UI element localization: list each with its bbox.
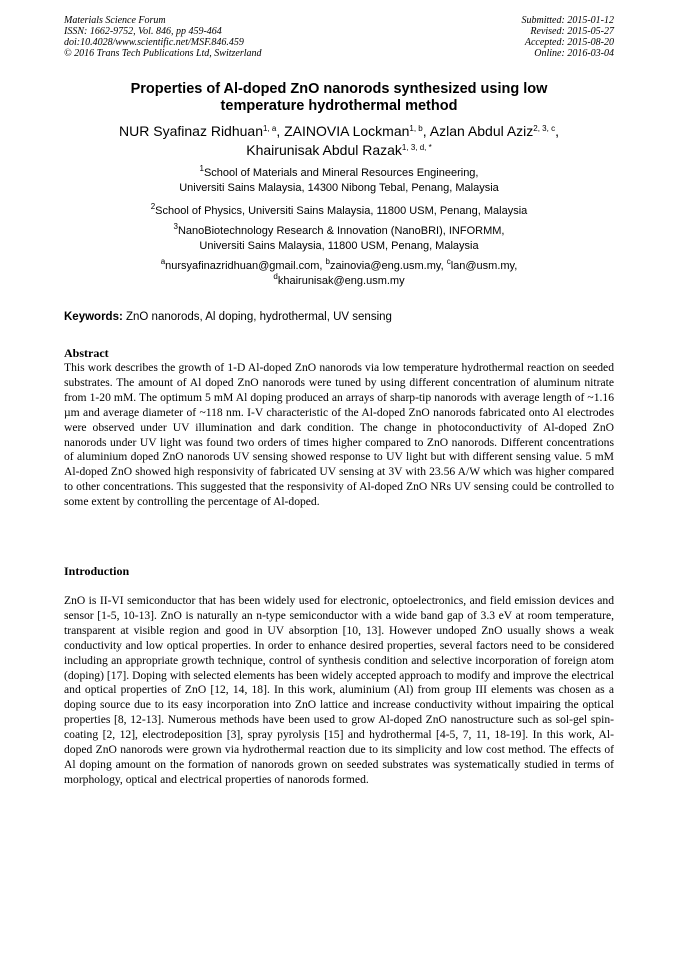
author-list <box>64 122 614 160</box>
email-line-1 <box>64 259 614 274</box>
submitted-date: Submitted: 2015-01-12 <box>521 15 614 26</box>
affiliation-text: Universiti Sains Malaysia, 14300 Nibong Tebal, Penang, Malaysia <box>179 182 499 194</box>
author-separator: , <box>422 123 430 139</box>
author-name: ZAINOVIA Lockman <box>284 123 410 139</box>
online-date: Online: 2016-03-04 <box>534 48 614 59</box>
affiliation-text: NanoBiotechnology Research & Innovation (NanoBRI), INFORMM, <box>177 225 505 237</box>
header-left <box>64 15 262 59</box>
email-mark: a <box>160 257 166 266</box>
affiliation-line <box>64 224 614 239</box>
title-line-1: Properties of Al-doped ZnO nanorods synthesized using low <box>130 81 548 97</box>
abstract-heading: Abstract <box>64 346 109 360</box>
affiliation-line <box>64 166 614 181</box>
affiliation-3 <box>64 224 614 254</box>
author-separator: , <box>276 123 285 139</box>
issn-line: ISSN: 1662-9752, Vol. 846, pp 459-464 <box>64 26 222 37</box>
author-separator: , <box>555 123 559 139</box>
author-name: Azlan Abdul Aziz <box>429 123 534 139</box>
affiliation-line <box>64 204 614 219</box>
email-address: khairunisak@eng.usm.my <box>277 275 405 287</box>
keywords-line <box>64 310 614 325</box>
author-affiliation-mark: 2, 3, c <box>533 124 556 133</box>
introduction-heading: Introduction <box>64 564 130 578</box>
affiliation-2 <box>64 204 614 219</box>
affiliation-text: School of Materials and Mineral Resources Engineering, <box>203 167 479 179</box>
email-address: nursyafinazridhuan@gmail.com, <box>165 260 326 272</box>
abstract-body: This work describes the growth of 1-D Al-doped ZnO nanorods via low temperature hydrothermal reaction on seeded substrates. The amount of Al doped ZnO nanorods were tuned by using different concentration of aluminum nitrate from 1-20 mM. The optimum 5 mM Al doping produced an arrays of sharp-tip nanorods with average length of ~1.16 µm and average diameter of ~118 nm. I-V characteristic of the Al-doped ZnO nanorods fabricated onto Al electrodes were observed under UV illumination and dark condition. The change in photoconductivity of Al-doped ZnO nanorods under UV light was found two orders of times higher compared to ZnO nanorods. Different concentrations of aluminium doped ZnO nanorods UV sensing showed response to UV light but with different sensing value. 5 mM Al-doped ZnO showed high responsivity of fabricated UV sensing at 3V with 23.56 A/W which was higher compared to other concentrations. This suggested that the responsivity of Al-doped ZnO NRs UV sensing could be controlled to some extent by controlling the percentage of Al-doped. <box>64 361 614 509</box>
introduction-body: ZnO is II-VI semiconductor that has been widely used for electronic, optoelectronics, and field emission devices and sensor [1-5, 10-13]. ZnO is naturally an n-type semiconductor with a wide band gap of 3.3 eV at room temperature, transparent at visible region and good in UV absorption [10, 13]. However undoped ZnO usually shows a weak conductivity and low optical properties. In order to enhance desired properties, several factors need to be considered including an appropriate growth technique, control of synthesis condition and selective incorporation of foreign atom (doping) [17]. Doping with selected elements has been widely accepted approach to modify and improve the electrical and optical properties of ZnO [12, 14, 18]. In this work, aluminium (Al) from group III elements was chosen as a doping source due to its easy incorporation into ZnO lattice and increase conductivity without impairing the optical properties [8, 12-13]. Numerous methods have been used to grow Al-doped ZnO nanostructure such as sol-gel spin-coating [2, 12], electrodeposition [3], spray pyrolysis [15] and hydrothermal [4-5, 7, 11, 18-19]. In this work, Al-doped ZnO nanorods were grown via hydrothermal reaction due to its simplicity and low cost method. The effects of Al doping amount on the formation of nanorods grown on seeded substrates was systematically studied in terms of morphology, optical and electrical properties of nanorods formed. <box>64 594 614 786</box>
accepted-date: Accepted: 2015-08-20 <box>524 37 614 48</box>
affiliation-number: 2 <box>150 202 156 211</box>
paper-title <box>64 81 614 115</box>
affiliation-text: Universiti Sains Malaysia, 11800 USM, Penang, Malaysia <box>199 240 479 252</box>
affiliation-number: 3 <box>173 222 178 231</box>
revised-date: Revised: 2015-05-27 <box>530 26 614 37</box>
journal-name: Materials Science Forum <box>64 15 166 26</box>
author-name: Khairunisak Abdul Razak <box>246 142 402 158</box>
author-affiliation-mark: 1, b <box>409 124 423 133</box>
keywords-text: ZnO nanorods, Al doping, hydrothermal, UV sensing <box>122 311 392 323</box>
author-line-2 <box>64 141 614 160</box>
email-address: zainovia@eng.usm.my, <box>329 260 447 272</box>
copyright-line: © 2016 Trans Tech Publications Ltd, Switzerland <box>64 48 262 59</box>
author-affiliation-mark: 1, 3, d, * <box>401 143 432 152</box>
author-name: NUR Syafinaz Ridhuan <box>119 123 263 139</box>
affiliation-text: School of Physics, Universiti Sains Malaysia, 11800 USM, Penang, Malaysia <box>155 205 528 217</box>
email-mark: d <box>273 272 278 281</box>
doi-line: doi:10.4028/www.scientific.net/MSF.846.459 <box>64 37 244 48</box>
email-address: lan@usm.my, <box>450 260 518 272</box>
header-right <box>522 15 615 59</box>
email-mark: c <box>446 257 451 266</box>
keywords-label: Keywords: <box>64 311 123 323</box>
email-mark: b <box>325 257 330 266</box>
author-affiliation-mark: 1, a <box>263 124 277 133</box>
title-line-2: temperature hydrothermal method <box>220 98 458 114</box>
affiliation-1 <box>64 166 614 196</box>
author-emails <box>64 259 614 289</box>
author-line-1 <box>64 122 614 141</box>
email-line-2 <box>64 274 614 289</box>
affiliation-number: 1 <box>199 164 204 173</box>
